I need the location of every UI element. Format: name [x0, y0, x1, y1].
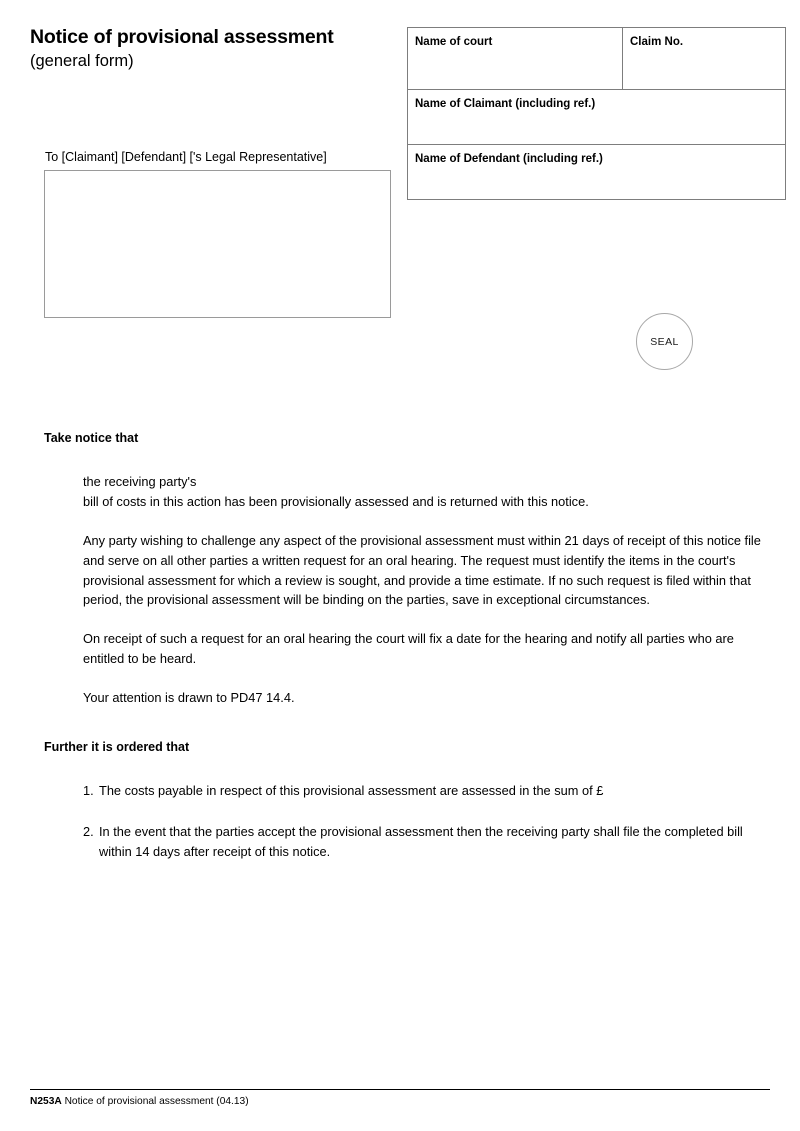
page-title: Notice of provisional assessment [30, 26, 334, 48]
further-ordered-heading: Further it is ordered that [44, 739, 190, 754]
form-footer [30, 1089, 770, 1108]
page-subtitle: (general form) [30, 52, 134, 70]
title-block [30, 26, 390, 72]
spacer [44, 669, 770, 688]
addressee-input-box[interactable] [44, 170, 391, 318]
claim-no-cell[interactable] [623, 28, 786, 90]
footer-text [30, 1095, 770, 1108]
name-of-defendant-cell[interactable] [408, 145, 786, 200]
name-of-court-label: Name of court [415, 36, 493, 48]
court-details-table [407, 27, 786, 200]
challenge-block [83, 531, 770, 610]
spacer [44, 512, 770, 531]
list-item [83, 822, 770, 862]
bill-of-costs-line: bill of costs in this action has been provisionally assessed and is returned with this notice. [83, 494, 589, 510]
spacer [44, 610, 770, 629]
table-row [408, 28, 786, 90]
name-of-defendant-label: Name of Defendant (including ref.) [415, 153, 603, 165]
oral-hearing-block [83, 629, 770, 669]
table-row [408, 145, 786, 200]
claim-no-label: Claim No. [630, 36, 684, 48]
addressee-label: To [Claimant] [Defendant] ['s Legal Representative] [45, 150, 327, 164]
spacer [44, 708, 770, 739]
spacer [44, 446, 770, 472]
notice-intro-block [83, 472, 770, 512]
addressee-block [44, 150, 404, 318]
receiving-party-line: the receiving party's [83, 474, 197, 490]
table-row [408, 90, 786, 145]
ordered-items-list [44, 781, 770, 861]
form-body [44, 430, 770, 861]
seal-label: SEAL [650, 335, 679, 348]
take-notice-heading: Take notice that [44, 431, 139, 445]
attention-paragraph: Your attention is drawn to PD47 14.4. [83, 689, 295, 705]
footer-divider [30, 1089, 770, 1090]
spacer [44, 755, 770, 781]
form-description: Notice of provisional assessment (04.13) [64, 1096, 249, 1107]
court-seal [636, 313, 693, 370]
challenge-paragraph: Any party wishing to challenge any aspect of the provisional assessment must within 21 days of receipt of this notice file and serve on all other parties a written request for an oral hearing. The request must identify the items in the court's provisional assessment for which a review is sought, and provide a time estimate. If no such request is filed within that period, the provisional assessment will be binding on the parties, save in exceptional circumstances. [83, 532, 761, 608]
attention-block [83, 688, 770, 708]
form-code: N253A [30, 1096, 62, 1107]
name-of-claimant-cell[interactable] [408, 90, 786, 145]
list-item-text: In the event that the parties accept the provisional assessment then the receiving party shall file the completed bill within 14 days after receipt of this notice. [99, 823, 743, 859]
list-item-number: 1. [83, 782, 94, 798]
list-item [83, 781, 770, 801]
oral-hearing-paragraph: On receipt of such a request for an oral hearing the court will fix a date for the hearing and notify all parties who are entitled to be heard. [83, 631, 734, 667]
list-item-text: The costs payable in respect of this provisional assessment are assessed in the sum of £ [99, 782, 604, 798]
name-of-court-cell[interactable] [408, 28, 623, 90]
name-of-claimant-label: Name of Claimant (including ref.) [415, 98, 596, 110]
list-item-number: 2. [83, 823, 94, 839]
